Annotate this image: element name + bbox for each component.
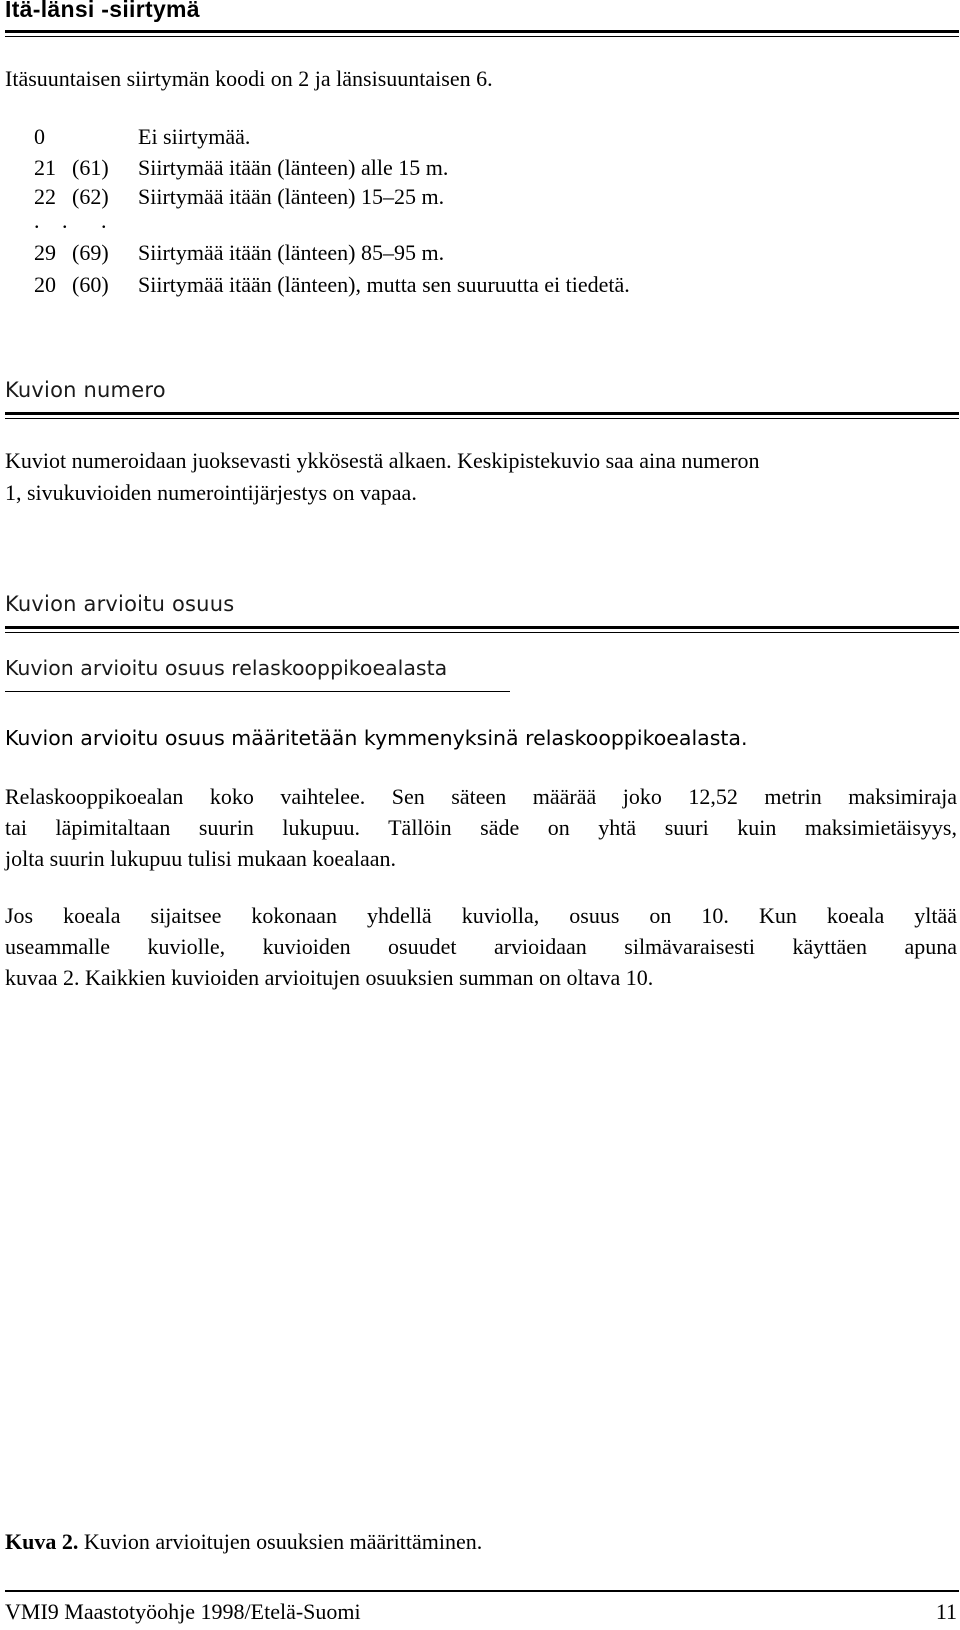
numero-line-2: 1, sivukuvioiden numerointijärjestys on vapaa. <box>5 480 417 505</box>
section-rule-thick <box>5 626 959 629</box>
code-row <box>34 272 934 300</box>
code-desc: Ei siirtymää. <box>138 124 251 149</box>
page-title: Itä-länsi -siirtymä <box>5 0 200 22</box>
osuus-p2-line-3: jolta suurin lukupuu tulisi mukaan koealaan. <box>5 846 397 871</box>
title-rule-thin <box>5 36 959 37</box>
osuus-p3-text: Jos koeala sijaitsee kokonaan yhdellä kuviolla, osuus on 10. Kun koeala yltää <box>5 903 957 928</box>
intro-text: Itäsuuntaisen siirtymän koodi on 2 ja länsisuuntaisen 6. <box>5 66 493 91</box>
title-rule-thick <box>5 30 959 33</box>
figure-caption <box>5 1527 482 1556</box>
code-row <box>34 155 934 183</box>
page-number: 11 <box>935 1599 957 1624</box>
osuus-p3-line-3: kuvaa 2. Kaikkien kuvioiden arvioitujen osuuksien summan on oltava 10. <box>5 965 654 990</box>
osuus-p3-line-1 <box>5 901 957 930</box>
code-value: 29 <box>34 240 56 265</box>
code-value: 20 <box>34 272 56 297</box>
code-alt: (60) <box>72 272 109 297</box>
numero-line-1: Kuviot numeroidaan juoksevasti ykkösestä alkaen. Keskipistekuvio saa aina numeron <box>5 448 760 473</box>
footer-rule <box>5 1590 959 1592</box>
section-rule-thin <box>5 632 959 633</box>
figure-caption-text: Kuvion arvioitujen osuuksien määrittäminen. <box>78 1529 483 1554</box>
code-desc: Siirtymää itään (länteen) 15–25 m. <box>138 184 445 209</box>
footer-left-text: VMI9 Maastotyöohje 1998/Etelä-Suomi <box>5 1599 361 1624</box>
figure-label: Kuva 2. <box>5 1529 79 1554</box>
subsection-heading: Kuvion arvioitu osuus relaskooppikoealasta <box>5 656 448 680</box>
code-alt: (61) <box>72 155 109 180</box>
code-alt: . . <box>62 208 121 233</box>
code-desc: Siirtymää itään (länteen), mutta sen suuruutta ei tiedetä. <box>138 272 630 297</box>
section-heading-numero: Kuvion numero <box>5 378 166 402</box>
code-desc: Siirtymää itään (länteen) alle 15 m. <box>138 155 449 180</box>
code-row-ellipsis <box>34 208 934 236</box>
code-alt: (69) <box>72 240 109 265</box>
code-desc: Siirtymää itään (länteen) 85–95 m. <box>138 240 445 265</box>
section-rule-thick <box>5 412 959 415</box>
section-rule-thin <box>5 418 959 419</box>
code-value: 22 <box>34 184 56 209</box>
osuus-p2-line-1 <box>5 782 957 811</box>
code-row <box>34 240 934 268</box>
subsection-rule <box>5 691 510 692</box>
section-heading-osuus: Kuvion arvioitu osuus <box>5 592 235 616</box>
osuus-p2-line-2 <box>5 813 957 842</box>
code-value: . <box>34 208 40 233</box>
code-row <box>34 124 934 152</box>
osuus-p2-text: tai läpimitaltaan suurin lukupuu. Tällöin säde on yhtä suuri kuin maksimietäisyys, <box>5 815 957 840</box>
code-alt: (62) <box>72 184 109 209</box>
osuus-p3-text: useammalle kuviolle, kuvioiden osuudet arvioidaan silmävaraisesti käyttäen apuna <box>5 934 957 959</box>
osuus-paragraph-1: Kuvion arvioitu osuus määritetään kymmenyksinä relaskooppikoealasta. <box>5 726 748 750</box>
osuus-p3-line-2 <box>5 932 957 961</box>
code-value: 0 <box>34 124 45 149</box>
code-value: 21 <box>34 155 56 180</box>
osuus-p2-text: Relaskooppikoealan koko vaihtelee. Sen säteen määrää joko 12,52 metrin maksimiraja <box>5 784 957 809</box>
